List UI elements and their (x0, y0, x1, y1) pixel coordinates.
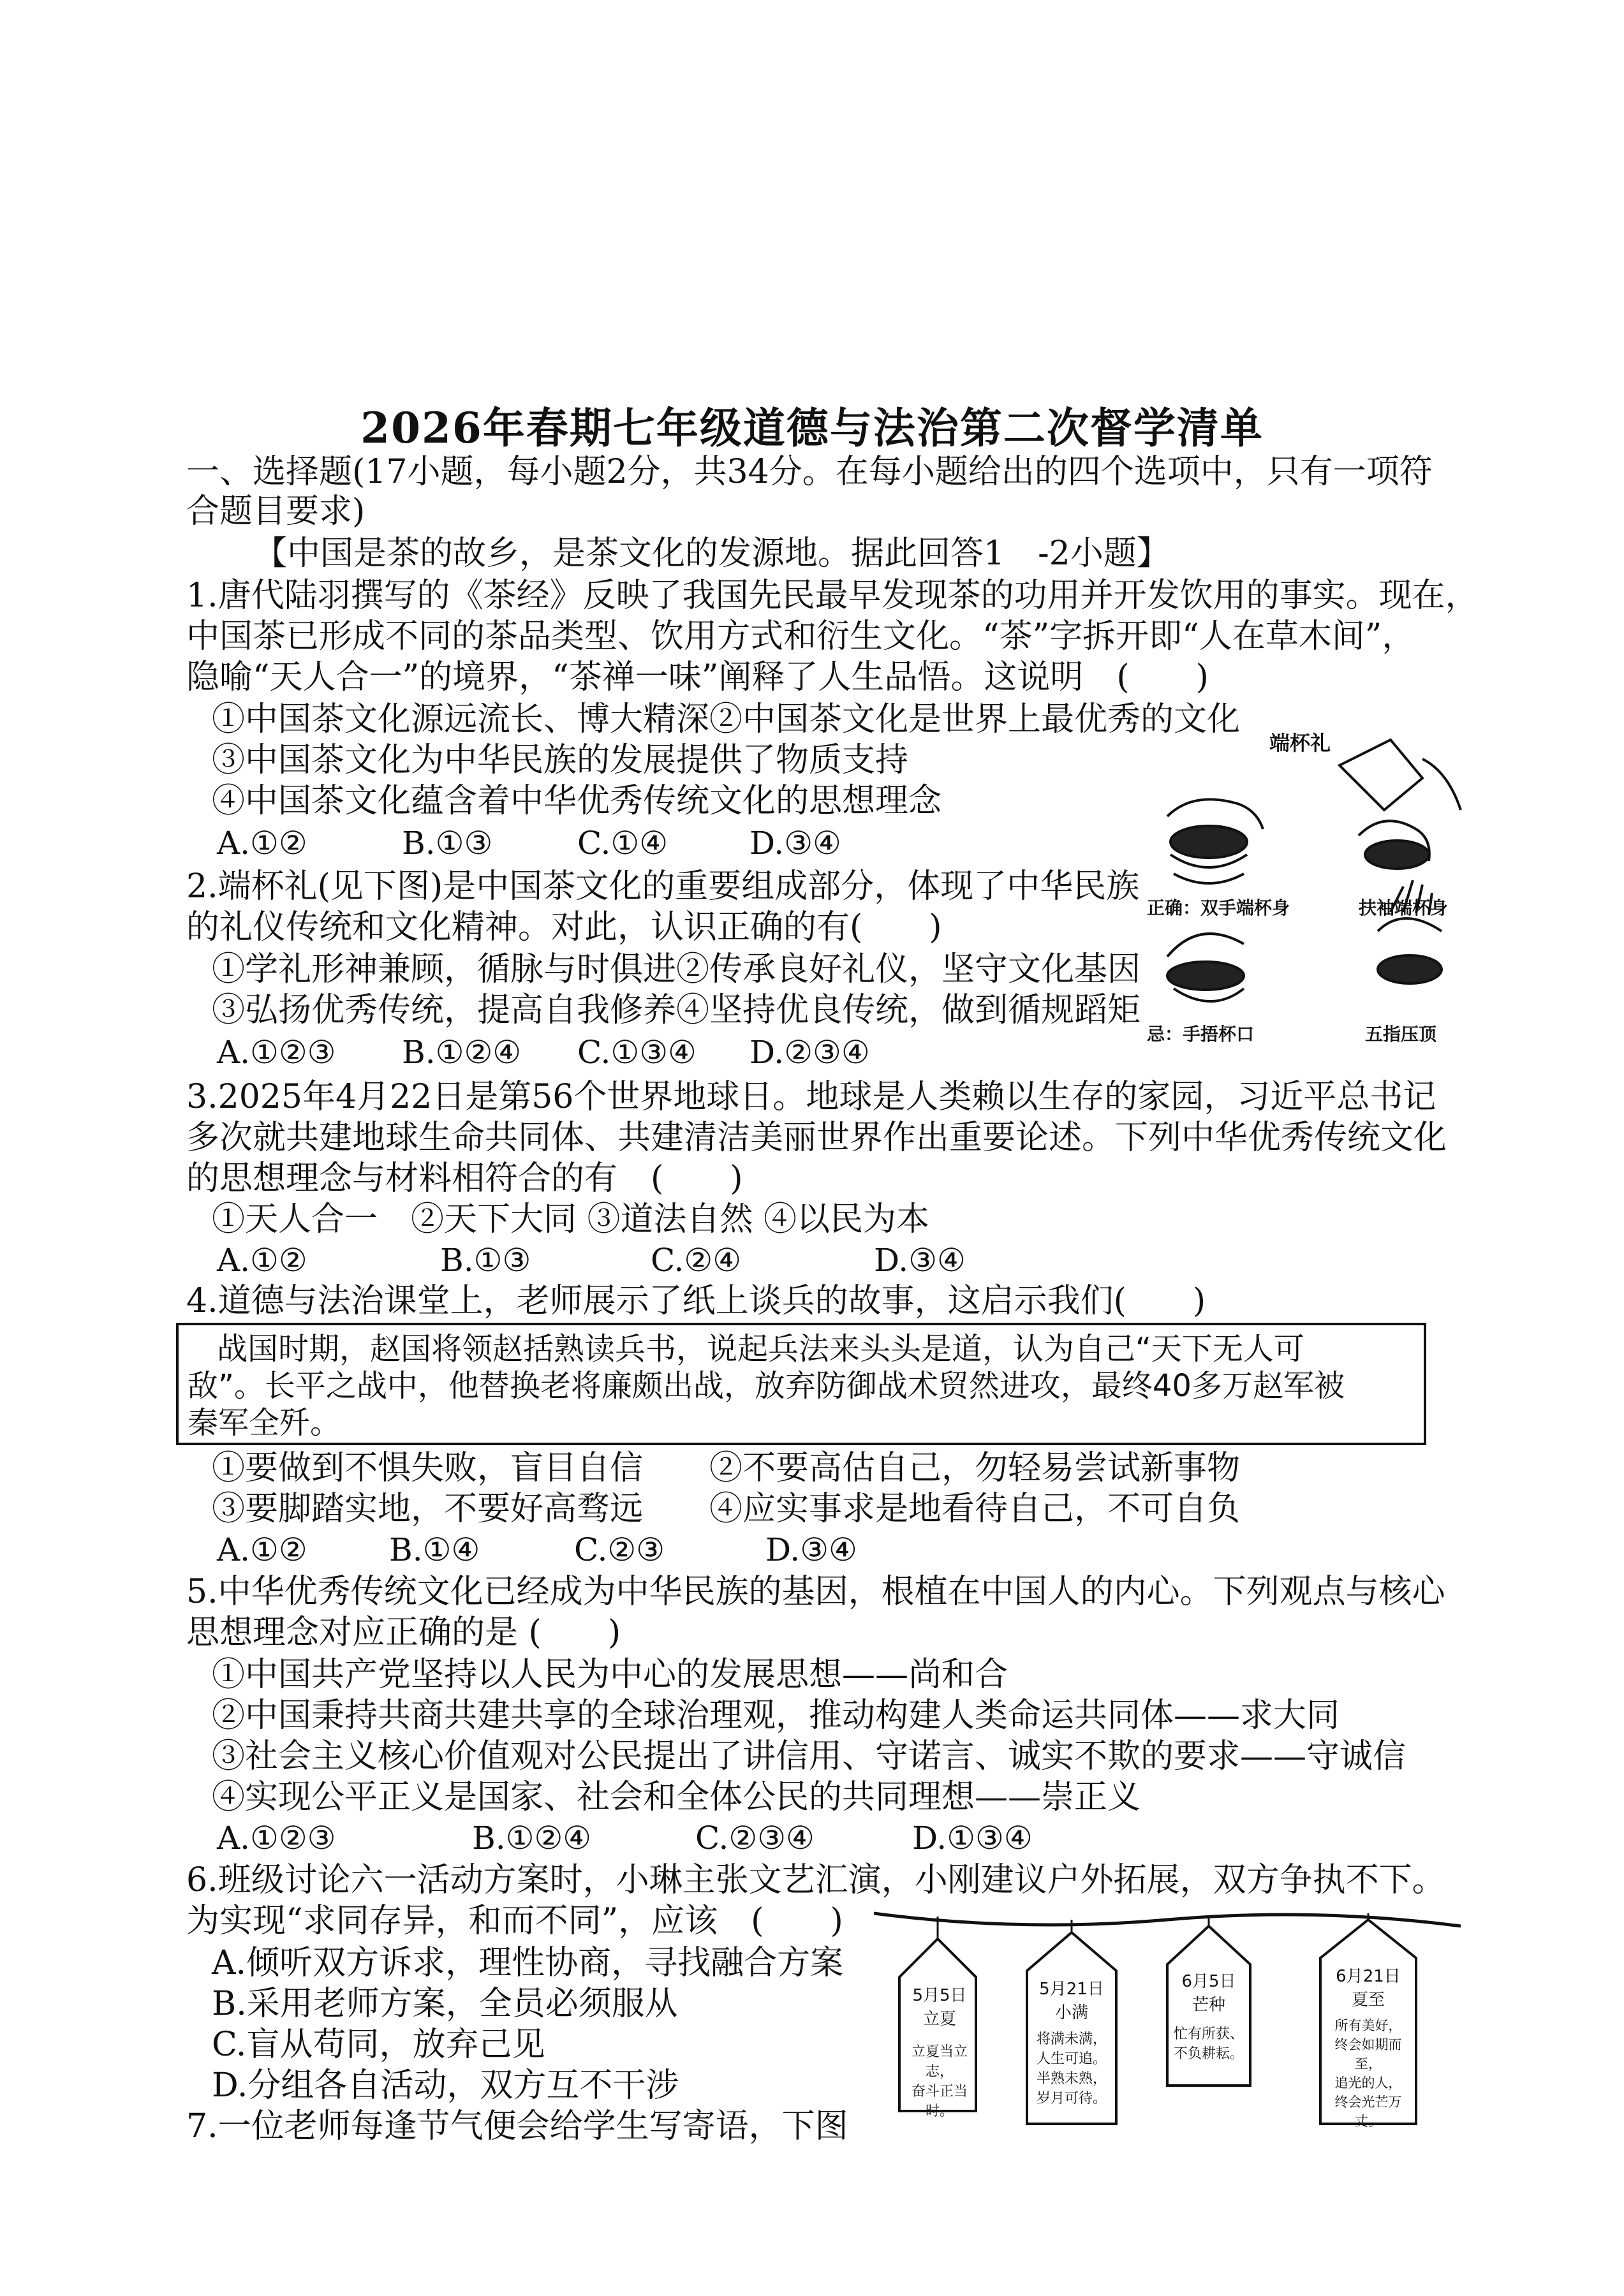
q3-option-c: C.②④ (651, 1242, 742, 1279)
q6-option-c: C.盲从苟同，放弃己见 (212, 2026, 545, 2064)
solar-term-tag (1174, 1968, 1244, 2063)
figure-title: 端杯礼 (1269, 731, 1331, 755)
q1-item: ④中国茶文化蕴含着中华优秀传统文化的思想理念 (212, 782, 942, 820)
tag-line: 追光的人， (1334, 2075, 1402, 2091)
tag-date: 5月21日 (1039, 1980, 1104, 1999)
tag-line: 不负耕耘。 (1174, 2046, 1244, 2062)
q5-item: ③社会主义核心价值观对公民提出了讲信用、守诺言、诚实不欺的要求——守诚信 (212, 1737, 1406, 1776)
q5-stem-1: 5.中华优秀传统文化已经成为中华民族的基因，根植在中国人的内心。下列观点与核心 (186, 1573, 1445, 1611)
q3-stem-1: 3.2025年4月22日是第56个世界地球日。地球是人类赖以生存的家园，习近平总书记 (186, 1078, 1436, 1116)
q3-option-a: A.①② (217, 1242, 307, 1279)
q1-option-d: D.③④ (749, 825, 841, 862)
solar-term-tag (1037, 1976, 1107, 2107)
tag-term: 立夏 (922, 2010, 956, 2029)
figure-caption: 忌：手捂杯口 (1147, 1024, 1255, 1045)
figure-caption: 五指压顶 (1365, 1024, 1437, 1045)
tag-term: 夏至 (1351, 1991, 1385, 2010)
tag-line: 半熟未熟， (1037, 2071, 1107, 2087)
solar-term-tag (911, 1982, 968, 2120)
q2-option-b: B.①②④ (402, 1034, 522, 1071)
q2-stem-1: 2.端杯礼(见下图)是中国茶文化的重要组成部分，体现了中华民族 (186, 867, 1140, 906)
q1-option-c: C.①④ (577, 825, 668, 862)
solar-term-tag (1325, 1963, 1411, 2130)
q3-option-d: D.③④ (874, 1242, 966, 1279)
intro-note: 【中国是茶的故乡，是茶文化的发源地。据此回答1 -2小题】 (254, 534, 1170, 573)
solar-term-tags-figure (874, 1901, 1461, 2143)
q2-option-a: A.①②③ (217, 1034, 336, 1071)
q4-option-a: A.①② (217, 1531, 307, 1568)
tea-etiquette-figure (1148, 721, 1480, 1052)
story-line: 敌”。长平之战中，他替换老将廉颇出战，放弃防御战术贸然进攻，最终40多万赵军被 (188, 1368, 1345, 1404)
tag-date: 5月5日 (912, 1986, 967, 2005)
q1-stem-2: 中国茶已形成不同的茶品类型、饮用方式和衍生文化。“茶”字拆开即“人在草木间”， (186, 617, 1415, 656)
q5-stem-2: 思想理念对应正确的是 ( ) (186, 1614, 621, 1652)
q4-option-c: C.②③ (574, 1531, 665, 1568)
tag-term: 小满 (1054, 2003, 1088, 2022)
section-heading: 一、选择题(17小题，每小题2分，共34分。在每小题给出的四个选项中，只有一项符 (186, 453, 1433, 491)
tag-line: 奋斗正当时。 (911, 2084, 968, 2119)
tag-line: 终会如期而至， (1334, 2037, 1402, 2072)
q5-item: ①中国共产党坚持以人民为中心的发展思想——尚和合 (212, 1656, 1008, 1694)
q6-option-b: B.采用老师方案，全员必须服从 (212, 1985, 678, 2023)
tag-line: 忙有所获、 (1174, 2026, 1244, 2042)
q1-option-a: A.①② (217, 825, 307, 862)
q4-option-d: D.③④ (765, 1531, 857, 1568)
q5-option-d: D.①③④ (912, 1820, 1033, 1857)
q2-option-d: D.②③④ (749, 1034, 870, 1071)
tag-line: 立夏当立志， (911, 2044, 968, 2080)
q3-option-b: B.①③ (440, 1242, 531, 1279)
figure-caption: 正确：双手端杯身 (1147, 897, 1290, 918)
q7-stem: 7.一位老师每逢节气便会给学生写寄语，下图 (186, 2107, 848, 2145)
q1-item: ①中国茶文化源远流长、博大精深②中国茶文化是世界上最优秀的文化 (212, 700, 1241, 739)
q1-item: ③中国茶文化为中华民族的发展提供了物质支持 (212, 741, 909, 779)
q5-option-b: B.①②④ (472, 1820, 592, 1857)
q4-item: ③要脚踏实地，不要好高骛远 ④应实事求是地看待自己，不可自负 (212, 1490, 1241, 1528)
story-box (176, 1323, 1426, 1445)
tag-date: 6月21日 (1336, 1967, 1401, 1986)
q4-option-b: B.①④ (389, 1531, 480, 1568)
page-title: 2026年春期七年级道德与法治第二次督学清单 (360, 403, 1264, 453)
q3-stem-2: 多次就共建地球生命共同体、共建清洁美丽世界作出重要论述。下列中华优秀传统文化 (186, 1119, 1447, 1157)
q3-item: ①天人合一 ②天下大同 ③道法自然 ④以民为本 (212, 1200, 930, 1239)
q6-stem-2: 为实现“求同存异，和而不同”，应该 ( ) (186, 1902, 843, 1940)
tag-line: 岁月可待。 (1037, 2091, 1107, 2107)
q1-stem-3: 隐喻“天人合一”的境界，“茶禅一味”阐释了人生品悟。这说明 ( ) (186, 658, 1209, 696)
q1-stem-1: 1.唐代陆羽撰写的《茶经》反映了我国先民最早发现茶的功用并开发饮用的事实。现在， (186, 577, 1479, 615)
q5-item: ②中国秉持共商共建共享的全球治理观，推动构建人类命运共同体——求大同 (212, 1696, 1340, 1735)
story-line: 战国时期，赵国将领赵括熟读兵书，说起兵法来头头是道，认为自己“天下无人可 (217, 1331, 1304, 1367)
q5-item: ④实现公平正义是国家、社会和全体公民的共同理想——崇正义 (212, 1778, 1141, 1816)
tag-line: 所有美好， (1334, 2018, 1402, 2033)
q3-stem-3: 的思想理念与材料相符合的有 ( ) (186, 1159, 743, 1198)
q2-item: ③弘扬优秀传统，提高自我修养④坚持优良传统，做到循规蹈矩 (212, 991, 1141, 1029)
q5-option-a: A.①②③ (217, 1820, 336, 1857)
q5-option-c: C.②③④ (695, 1820, 815, 1857)
figure-caption: 扶袖端杯身 (1359, 897, 1449, 918)
q4-item: ①要做到不惧失败，盲目自信 ②不要高估自己，勿轻易尝试新事物 (212, 1449, 1241, 1487)
q1-option-b: B.①③ (402, 825, 493, 862)
q2-item: ①学礼形神兼顾，循脉与时俱进②传承良好礼仪，坚守文化基因 (212, 950, 1141, 989)
tag-term: 芒种 (1192, 1996, 1225, 2015)
tag-line: 终会光芒万丈。 (1334, 2094, 1402, 2129)
tag-line: 将满未满， (1037, 2031, 1107, 2047)
tag-line: 人生可追。 (1037, 2051, 1107, 2067)
q6-option-d: D.分组各自活动，双方互不干涉 (212, 2066, 679, 2105)
q2-stem-2: 的礼仪传统和文化精神。对此，认识正确的有( ) (186, 908, 942, 946)
tea-etiquette-illustration (1148, 721, 1480, 1052)
q4-stem: 4.道德与法治课堂上，老师展示了纸上谈兵的故事，这启示我们( ) (186, 1282, 1206, 1320)
section-heading-cont: 合题目要求) (186, 492, 365, 531)
q6-option-a: A.倾听双方诉求，理性协商，寻找融合方案 (212, 1944, 844, 1982)
q6-stem-1: 6.班级讨论六一活动方案时，小琳主张文艺汇演，小刚建议户外拓展，双方争执不下。 (186, 1861, 1445, 1899)
q2-option-c: C.①③④ (577, 1034, 697, 1071)
story-line: 秦军全歼。 (188, 1405, 341, 1441)
tag-date: 6月5日 (1181, 1972, 1236, 1991)
